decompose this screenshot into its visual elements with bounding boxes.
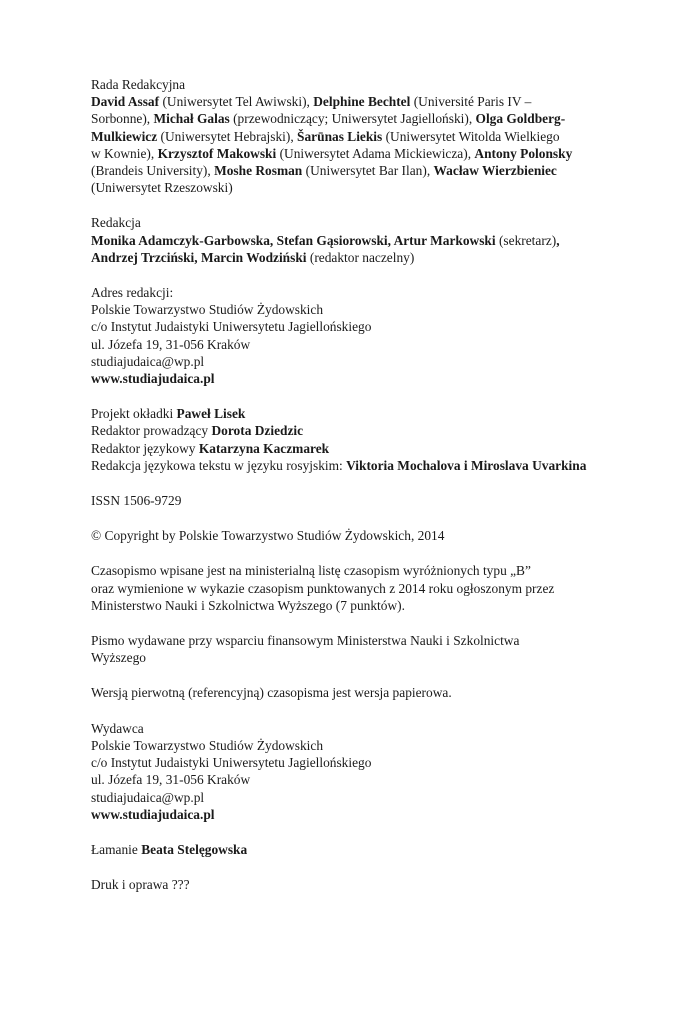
copyright-block bbox=[91, 527, 601, 544]
text: Czasopismo wpisane jest na ministerialną listę czasopism wyróżnionych typu „B” bbox=[91, 563, 531, 579]
text: ul. Józefa 19, 31-056 Kraków bbox=[91, 336, 251, 352]
text-line bbox=[91, 128, 601, 145]
bold-text: Dorota Dziedzic bbox=[211, 423, 304, 439]
text: (Uniwersytet Hebrajski), bbox=[157, 128, 298, 144]
bold-text: Krzysztof Makowski bbox=[157, 145, 277, 161]
text: oraz wymienione w wykazie czasopism punktowanych z 2014 roku ogłoszonym przez bbox=[91, 580, 555, 596]
funding-block bbox=[91, 632, 601, 666]
publisher-block bbox=[91, 720, 601, 823]
bold-text: www.studiajudaica.pl bbox=[91, 371, 215, 387]
text: Ministerstwo Nauki i Szkolnictwa Wyższego (7 punktów). bbox=[91, 597, 405, 613]
text-line bbox=[91, 179, 601, 196]
text-line bbox=[91, 597, 601, 614]
text-line bbox=[91, 632, 601, 649]
text-line bbox=[91, 492, 601, 509]
text-line bbox=[91, 457, 601, 474]
bold-text: Paweł Lisek bbox=[176, 406, 246, 422]
text-line bbox=[91, 249, 601, 266]
credits-block bbox=[91, 405, 601, 474]
text: ul. Józefa 19, 31-056 Kraków bbox=[91, 772, 251, 788]
typesetting-block bbox=[91, 841, 601, 858]
text: Druk i oprawa ??? bbox=[91, 877, 190, 893]
text-line bbox=[91, 649, 601, 666]
bold-text: Katarzyna Kaczmarek bbox=[198, 440, 330, 456]
text-line bbox=[91, 422, 601, 439]
text: (redaktor naczelny) bbox=[306, 249, 415, 265]
editorial-address-lines bbox=[91, 301, 601, 387]
bold-text: Viktoria Mochalova i Miroslava Uvarkina bbox=[346, 457, 587, 473]
bold-text: Monika Adamczyk-Garbowska, Stefan Gąsiorowski, Artur Markowski bbox=[91, 232, 496, 248]
printing-block bbox=[91, 876, 601, 893]
text: (Uniwersytet Bar Ilan), bbox=[302, 163, 434, 179]
text-line bbox=[91, 527, 601, 544]
text: Łamanie bbox=[91, 841, 142, 857]
version-block bbox=[91, 684, 601, 701]
text: Polskie Towarzystwo Studiów Żydowskich bbox=[91, 737, 324, 753]
text: (sekretarz) bbox=[495, 232, 557, 248]
issn-block bbox=[91, 492, 601, 509]
bold-text: Wacław Wierzbieniec bbox=[433, 163, 557, 179]
text: ISSN 1506-9729 bbox=[91, 493, 182, 509]
text-line bbox=[91, 232, 601, 249]
text-line bbox=[91, 580, 601, 597]
text: Redakcja językowa tekstu w języku rosyjskim: bbox=[91, 457, 347, 473]
bold-text: , bbox=[556, 232, 560, 248]
bold-text: Moshe Rosman bbox=[214, 163, 303, 179]
text-line bbox=[91, 684, 601, 701]
text-line bbox=[91, 771, 601, 788]
text: c/o Instytut Judaistyki Uniwersytetu Jagiellońskiego bbox=[91, 319, 372, 335]
imprint-page bbox=[91, 76, 601, 893]
text-line bbox=[91, 876, 601, 893]
publisher-heading: Wydawca bbox=[91, 720, 144, 736]
text: (Uniwersytet Rzeszowski) bbox=[91, 180, 233, 196]
bold-text: Antony Polonsky bbox=[474, 145, 573, 161]
text: (przewodniczący; Uniwersytet Jagielloński), bbox=[229, 111, 476, 127]
text: Wyższego bbox=[91, 650, 146, 666]
text-line bbox=[91, 145, 601, 162]
text: Pismo wydawane przy wsparciu finansowym Ministerstwa Nauki i Szkolnictwa bbox=[91, 633, 520, 649]
text: Sorbonne), bbox=[91, 111, 154, 127]
text-line bbox=[91, 336, 601, 353]
text-line bbox=[91, 353, 601, 370]
text: Redaktor prowadzący bbox=[91, 423, 212, 439]
text-line bbox=[91, 110, 601, 127]
editors-block bbox=[91, 214, 601, 266]
editorial-board-members bbox=[91, 93, 601, 196]
text-line bbox=[91, 440, 601, 457]
text: studiajudaica@wp.pl bbox=[91, 353, 205, 369]
editors-heading: Redakcja bbox=[91, 215, 141, 231]
text: (Uniwersytet Tel Awiwski), bbox=[159, 94, 314, 110]
bold-text: Michał Galas bbox=[153, 111, 230, 127]
text-line bbox=[91, 162, 601, 179]
ministry-listing-block bbox=[91, 562, 601, 614]
bold-text: Šarūnas Liekis bbox=[297, 128, 383, 144]
text-line bbox=[91, 754, 601, 771]
bold-text: Andrzej Trzciński, Marcin Wodziński bbox=[91, 249, 307, 265]
text: © Copyright by Polskie Towarzystwo Studiów Żydowskich, 2014 bbox=[91, 528, 445, 544]
text-line bbox=[91, 318, 601, 335]
editorial-address-heading: Adres redakcji: bbox=[91, 285, 174, 301]
bold-text: Delphine Bechtel bbox=[313, 94, 411, 110]
text-line bbox=[91, 737, 601, 754]
text-line bbox=[91, 789, 601, 806]
text-line bbox=[91, 806, 601, 823]
text: (Brandeis University), bbox=[91, 163, 215, 179]
text: w Kownie), bbox=[91, 145, 158, 161]
text: studiajudaica@wp.pl bbox=[91, 789, 205, 805]
bold-text: David Assaf bbox=[91, 94, 160, 110]
publisher-lines bbox=[91, 737, 601, 823]
text-line bbox=[91, 405, 601, 422]
text-line bbox=[91, 301, 601, 318]
text-line bbox=[91, 841, 601, 858]
editorial-address-block bbox=[91, 284, 601, 387]
bold-text: Olga Goldberg- bbox=[475, 111, 566, 127]
text: Wersją pierwotną (referencyjną) czasopisma jest wersja papierowa. bbox=[91, 685, 452, 701]
editorial-board-block bbox=[91, 76, 601, 196]
bold-text: Beata Stelęgowska bbox=[141, 841, 248, 857]
text: (Uniwersytet Witolda Wielkiego bbox=[382, 128, 560, 144]
bold-text: Mulkiewicz bbox=[91, 128, 158, 144]
editors-members bbox=[91, 232, 601, 266]
text: (Université Paris IV – bbox=[410, 94, 532, 110]
text-line bbox=[91, 370, 601, 387]
text: (Uniwersytet Adama Mickiewicza), bbox=[276, 145, 475, 161]
text-line bbox=[91, 562, 601, 579]
text: Polskie Towarzystwo Studiów Żydowskich bbox=[91, 302, 324, 318]
text: Projekt okładki bbox=[91, 406, 177, 422]
text-line bbox=[91, 93, 601, 110]
bold-text: www.studiajudaica.pl bbox=[91, 806, 215, 822]
text: Redaktor językowy bbox=[91, 440, 199, 456]
text: c/o Instytut Judaistyki Uniwersytetu Jagiellońskiego bbox=[91, 755, 372, 771]
editorial-board-heading: Rada Redakcyjna bbox=[91, 77, 186, 92]
